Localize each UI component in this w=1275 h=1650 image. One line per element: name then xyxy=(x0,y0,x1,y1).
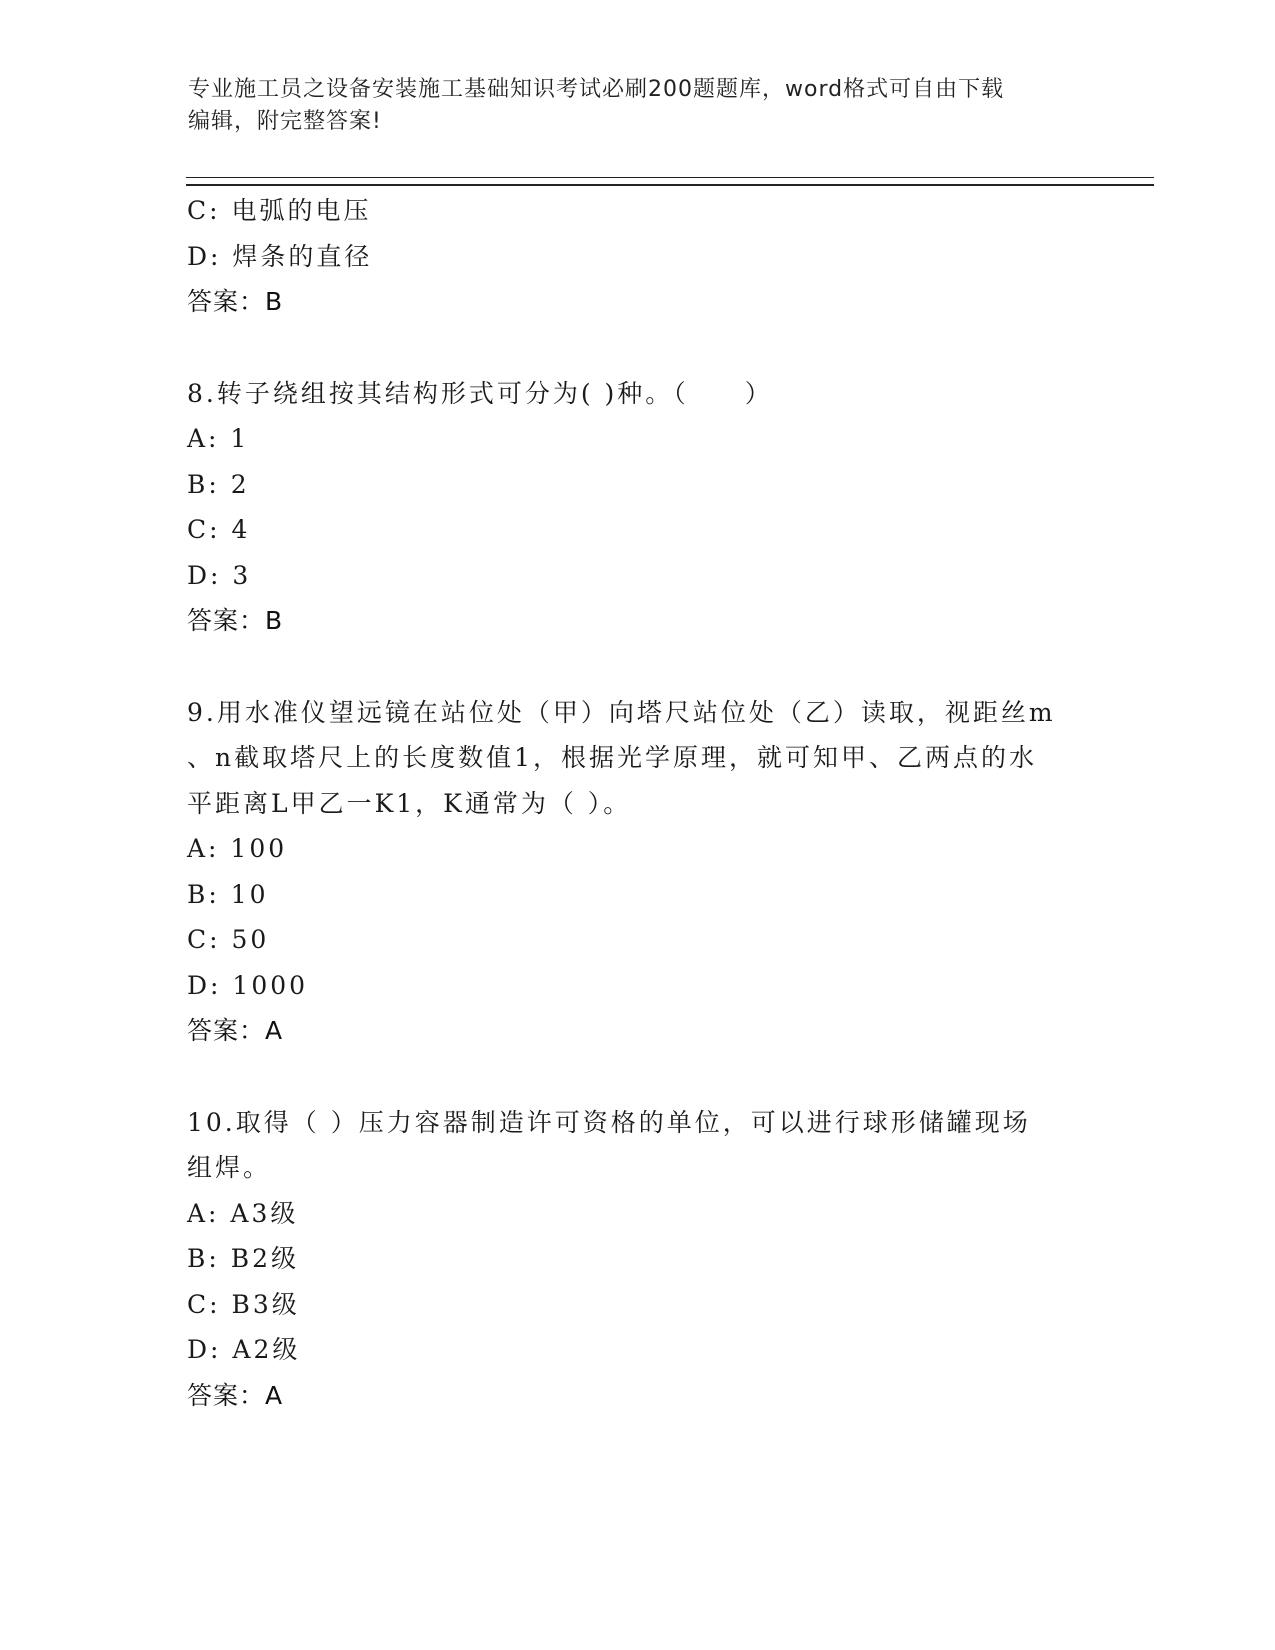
header-divider xyxy=(186,177,1154,186)
question-10 xyxy=(187,1100,1087,1419)
header-title-line-2: 编辑，附完整答案! xyxy=(188,109,382,134)
answer-line: 答案：B xyxy=(187,606,284,635)
question-stem-line-2: 、n截取塔尺上的长度数值1，根据光学原理，就可知甲、乙两点的水 xyxy=(187,743,1038,772)
document-header xyxy=(188,74,1068,138)
question-stem: 8.转子绕组按其结构形式可分为( )种。（ ） xyxy=(187,378,773,408)
option-d: D: 3 xyxy=(187,560,252,590)
previous-question-block xyxy=(187,188,1087,325)
spacer xyxy=(187,644,1087,690)
option-d: D: 焊条的直径 xyxy=(187,241,373,271)
answer-line: 答案：A xyxy=(187,1380,284,1410)
answer-line: 答案：A xyxy=(187,1016,284,1045)
question-9 xyxy=(187,690,1087,1054)
question-stem-line-2: 组焊。 xyxy=(187,1153,272,1182)
option-a: A: 1 xyxy=(187,424,250,453)
question-list xyxy=(187,188,1087,1418)
question-8 xyxy=(187,371,1087,644)
option-b: B: 10 xyxy=(187,879,269,909)
option-c: C: 50 xyxy=(187,925,270,954)
spacer xyxy=(187,325,1087,371)
spacer xyxy=(187,1054,1087,1100)
answer-line: 答案：B xyxy=(187,287,284,316)
option-d: D: A2级 xyxy=(187,1335,301,1364)
option-a: A: 100 xyxy=(187,834,288,863)
option-a: A: A3级 xyxy=(187,1198,299,1228)
header-title-line-1: 专业施工员之设备安装施工基础知识考试必刷200题题库，word格式可自由下载 xyxy=(188,77,1005,102)
question-stem-line-3: 平距离L甲乙一K1，K通常为（ ）。 xyxy=(187,788,632,818)
option-b: B: B2级 xyxy=(187,1244,300,1273)
question-stem-line-1: 9.用水准仪望远镜在站位处（甲）向塔尺站位处（乙）读取，视距丝m xyxy=(187,697,1056,727)
option-c: C: B3级 xyxy=(187,1289,300,1319)
option-c: C: 电弧的电压 xyxy=(187,196,372,225)
question-stem-line-1: 10.取得（ ）压力容器制造许可资格的单位，可以进行球形储罐现场 xyxy=(187,1107,1031,1137)
option-c: C: 4 xyxy=(187,515,251,544)
option-d: D: 1000 xyxy=(187,970,309,1000)
option-b: B: 2 xyxy=(187,469,250,499)
